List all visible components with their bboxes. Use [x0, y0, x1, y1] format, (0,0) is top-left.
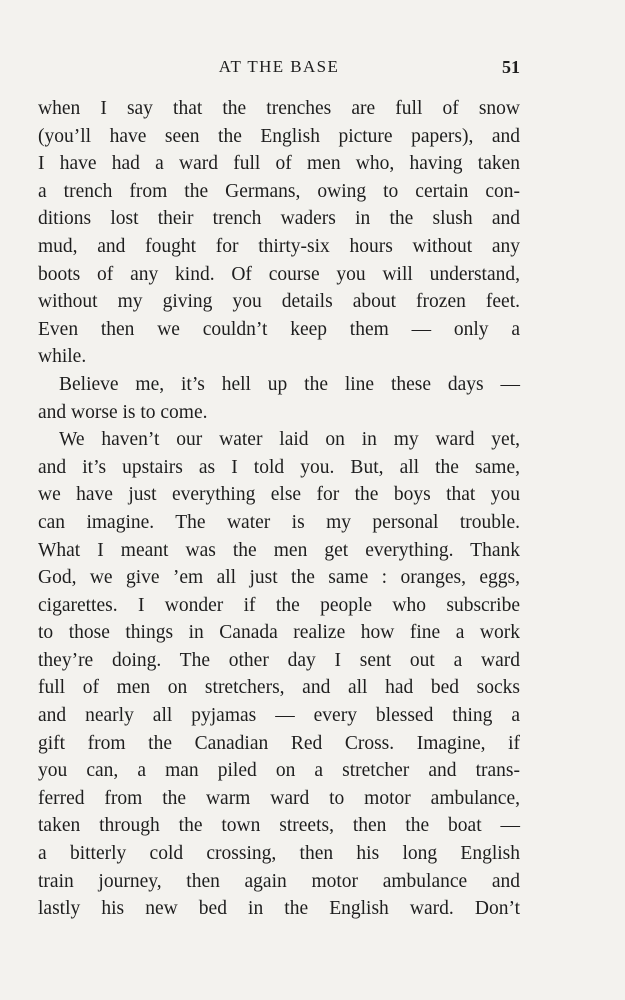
text-line: Believe me, it’s hell up the line these days —	[59, 373, 520, 395]
text-line: to those things in Canada realize how fine a work	[38, 622, 520, 644]
text-line: taken through the town streets, then the boat —	[38, 815, 520, 837]
text-line: God, we give ’em all just the same : oranges, eggs,	[38, 567, 520, 589]
text-line: they’re doing. The other day I sent out a ward	[38, 649, 520, 671]
text-line: gift from the Canadian Red Cross. Imagine, if	[38, 732, 520, 754]
text-line: without my giving you details about frozen feet.	[38, 291, 520, 313]
text-line: lastly his new bed in the English ward. Don’t	[38, 898, 520, 920]
text-line: What I meant was the men get everything. Thank	[38, 539, 520, 561]
text-line: and it’s upstairs as I told you. But, all the same,	[38, 456, 520, 478]
text-line: a trench from the Germans, owing to certain con-	[38, 180, 520, 202]
text-line: I have had a ward full of men who, having taken	[38, 153, 520, 175]
text-line: and worse is to come.	[38, 401, 208, 423]
text-line: boots of any kind. Of course you will understand,	[38, 263, 520, 285]
text-line: (you’ll have seen the English picture papers), and	[38, 125, 520, 147]
text-line: train journey, then again motor ambulance and	[38, 870, 520, 892]
text-line: you can, a man piled on a stretcher and trans-	[38, 760, 520, 782]
text-line: Even then we couldn’t keep them — only a	[38, 318, 520, 340]
text-line: mud, and fought for thirty-six hours without any	[38, 235, 520, 257]
text-line: We haven’t our water laid on in my ward yet,	[59, 429, 520, 451]
text-line: we have just everything else for the boys that you	[38, 484, 520, 506]
text-line: ditions lost their trench waders in the slush and	[38, 208, 520, 230]
text-line: while.	[38, 346, 87, 368]
text-line: ferred from the warm ward to motor ambulance,	[38, 787, 520, 809]
page-number: 51	[502, 57, 520, 77]
text-line: when I say that the trenches are full of snow	[38, 98, 520, 119]
text-line: can imagine. The water is my personal trouble.	[38, 511, 520, 533]
running-head	[38, 57, 520, 81]
text-line: full of men on stretchers, and all had bed socks	[38, 677, 520, 699]
text-line: a bitterly cold crossing, then his long English	[38, 843, 520, 865]
text-line: cigarettes. I wonder if the people who subscribe	[38, 594, 520, 616]
body-text	[38, 95, 520, 923]
running-title: AT THE BASE	[218, 57, 340, 76]
text-line: and nearly all pyjamas — every blessed thing a	[38, 705, 520, 727]
